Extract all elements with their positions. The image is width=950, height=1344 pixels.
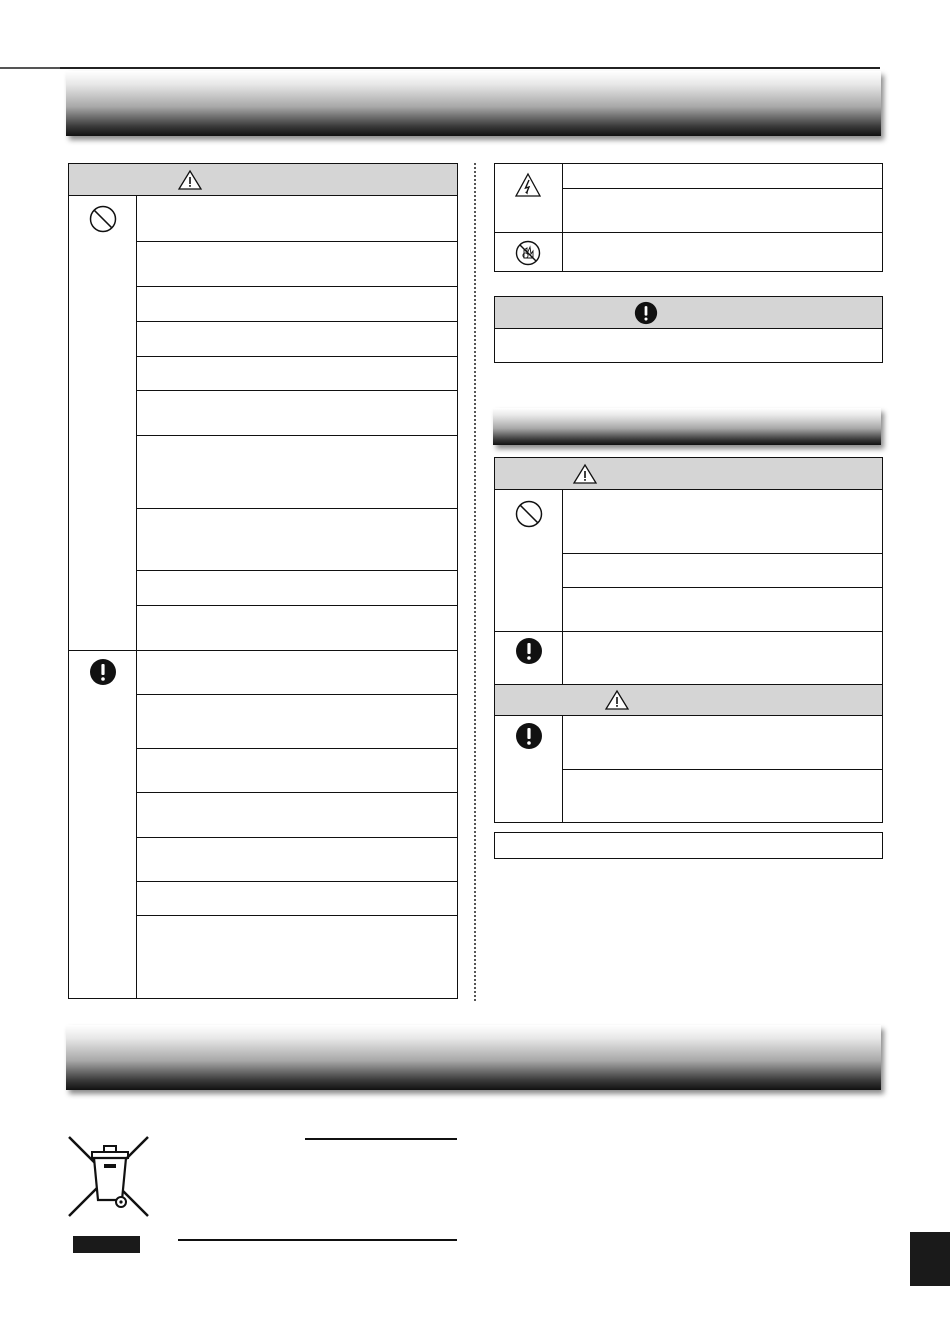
warning-table-left bbox=[68, 163, 458, 999]
exclamation-circle-icon bbox=[515, 722, 543, 750]
text-underline bbox=[178, 1239, 457, 1241]
top-rule bbox=[0, 67, 880, 69]
row-divider bbox=[562, 769, 882, 770]
icon-column-divider bbox=[562, 164, 563, 271]
row-divider bbox=[136, 435, 457, 436]
electric-shock-icon bbox=[514, 172, 542, 198]
warning-triangle-icon bbox=[177, 169, 203, 191]
note-box bbox=[494, 832, 883, 859]
row-divider bbox=[136, 321, 457, 322]
section-banner-1 bbox=[66, 71, 881, 136]
exclamation-circle-icon bbox=[89, 658, 117, 686]
row-divider bbox=[136, 241, 457, 242]
row-divider bbox=[136, 837, 457, 838]
row-divider bbox=[136, 748, 457, 749]
caution-sub-header bbox=[495, 684, 882, 716]
row-divider bbox=[136, 390, 457, 391]
page-edge-tab bbox=[910, 1232, 950, 1286]
row-divider bbox=[562, 553, 882, 554]
group-divider bbox=[495, 232, 882, 233]
section-banner-2 bbox=[493, 408, 881, 445]
text-underline bbox=[305, 1138, 457, 1140]
row-divider bbox=[562, 188, 882, 189]
weee-black-bar bbox=[73, 1236, 140, 1253]
mandatory-note-header bbox=[495, 297, 882, 329]
row-divider bbox=[136, 694, 457, 695]
icon-column-divider bbox=[136, 196, 137, 998]
no-wet-hands-icon bbox=[515, 240, 541, 266]
crossed-out-bin-icon bbox=[66, 1134, 152, 1222]
column-divider-dotted bbox=[474, 163, 476, 1001]
top-rule-tab bbox=[0, 67, 60, 69]
row-divider bbox=[136, 356, 457, 357]
row-divider bbox=[136, 570, 457, 571]
electric-warning-table bbox=[494, 163, 883, 272]
group-divider bbox=[495, 631, 882, 632]
row-divider bbox=[562, 587, 882, 588]
row-divider bbox=[136, 792, 457, 793]
prohibited-circle-icon bbox=[88, 204, 118, 234]
warning-triangle-icon bbox=[572, 463, 598, 485]
row-divider bbox=[136, 881, 457, 882]
group-divider bbox=[69, 650, 457, 651]
row-divider bbox=[136, 605, 457, 606]
warning-table-header bbox=[495, 458, 882, 490]
warning-triangle-icon bbox=[604, 689, 630, 711]
section-banner-3 bbox=[66, 1025, 881, 1090]
exclamation-circle-icon bbox=[634, 301, 658, 325]
row-divider bbox=[136, 915, 457, 916]
prohibited-circle-icon bbox=[514, 499, 544, 529]
mandatory-note-box bbox=[494, 296, 883, 363]
row-divider bbox=[136, 286, 457, 287]
warning-table-right bbox=[494, 457, 883, 823]
exclamation-circle-icon bbox=[515, 637, 543, 665]
warning-table-header bbox=[69, 164, 457, 196]
row-divider bbox=[136, 508, 457, 509]
